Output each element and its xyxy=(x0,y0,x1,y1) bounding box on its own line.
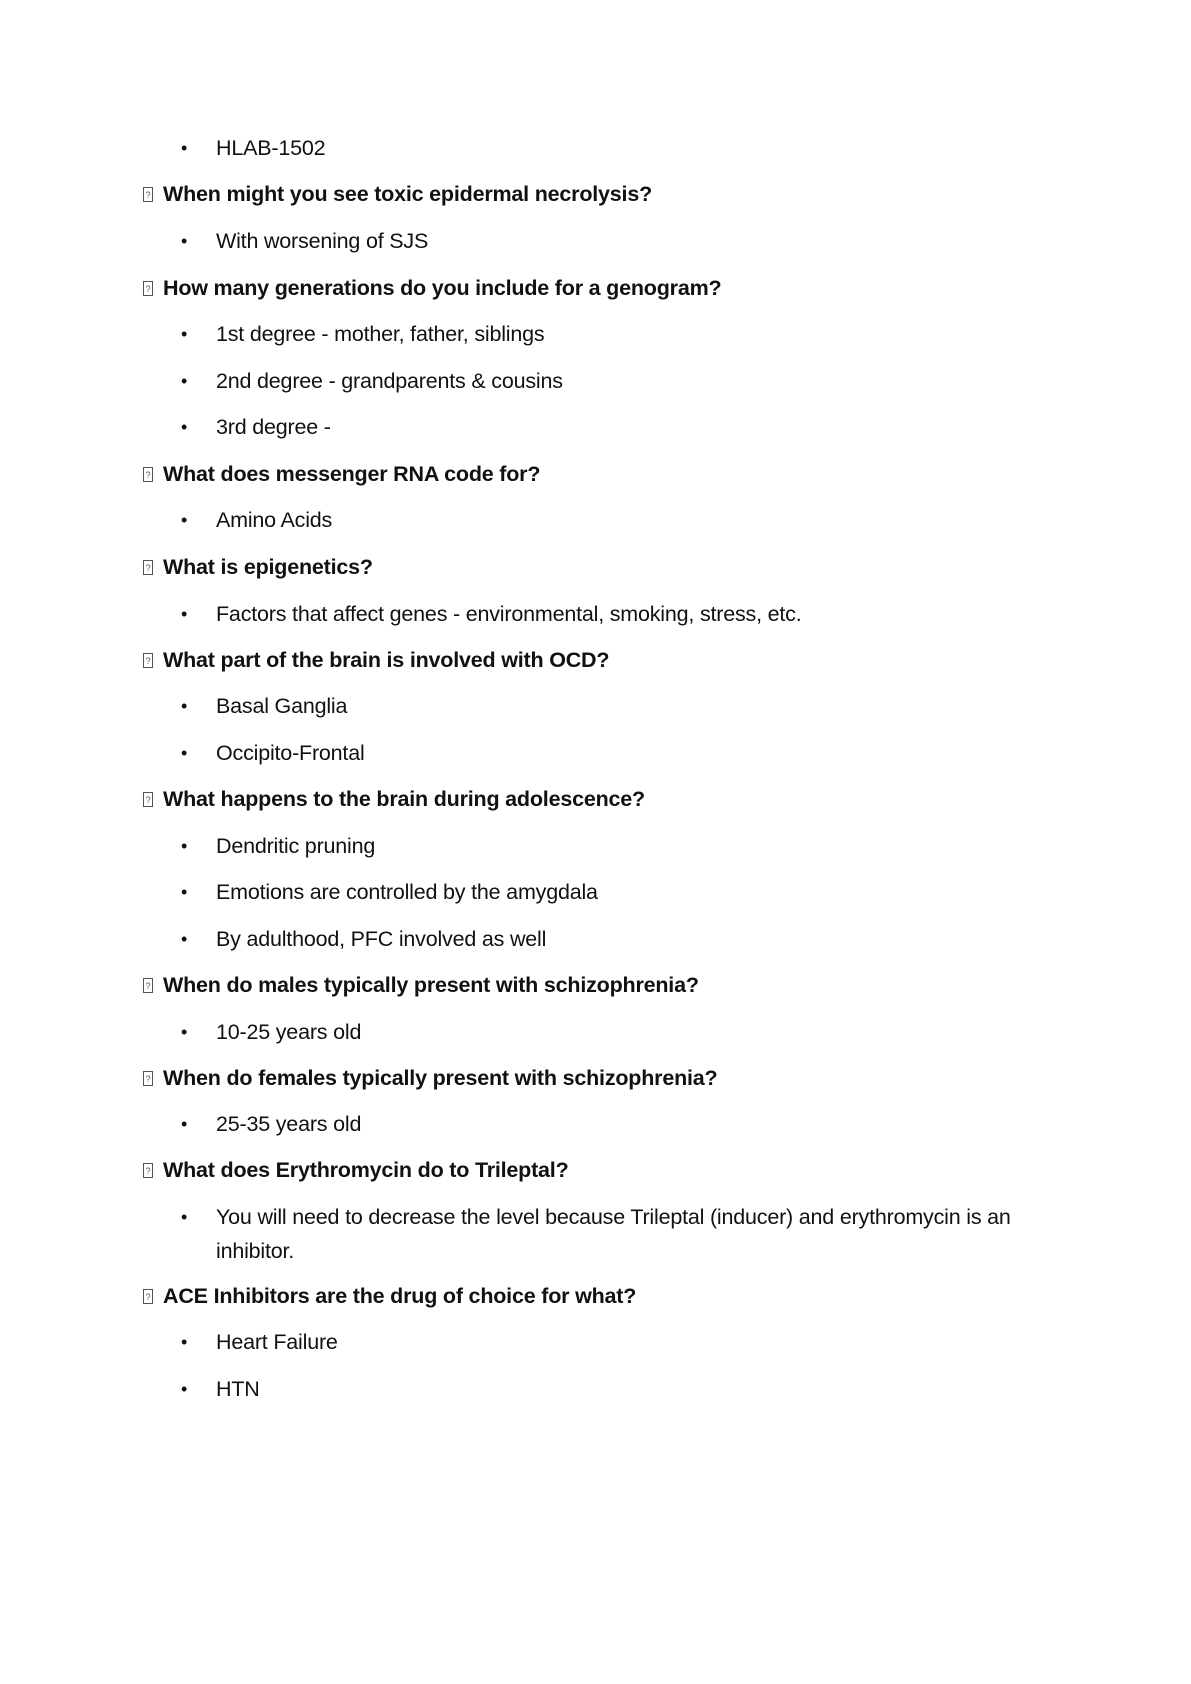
question-text: What is epigenetics? xyxy=(163,554,373,579)
question-text: How many generations do you include for a genogram? xyxy=(163,275,722,300)
bullet-icon: • xyxy=(181,1332,188,1352)
question-mark-icon: ? xyxy=(143,1163,153,1178)
answer-text: Factors that affect genes - environmental, smoking, stress, etc. xyxy=(216,602,802,626)
answer-bullet xyxy=(181,224,429,258)
question-text: When do females typically present with schizophrenia? xyxy=(163,1065,718,1090)
question-text: What part of the brain is involved with OCD? xyxy=(163,647,610,672)
question-mark-icon: ? xyxy=(143,187,153,202)
bullet-icon: • xyxy=(181,510,188,530)
question-mark-icon: ? xyxy=(143,560,153,575)
answer-bullet xyxy=(181,131,326,165)
question-heading xyxy=(143,647,609,673)
question-text: What does Erythromycin do to Trileptal? xyxy=(163,1157,569,1182)
bullet-icon: • xyxy=(181,929,188,949)
question-heading xyxy=(143,1065,718,1091)
question-heading xyxy=(143,275,721,301)
bullet-icon: • xyxy=(181,1207,188,1227)
question-mark-icon: ? xyxy=(143,792,153,807)
bullet-icon: • xyxy=(181,836,188,856)
answer-text: 10-25 years old xyxy=(216,1020,362,1044)
question-mark-icon: ? xyxy=(143,653,153,668)
answer-text: 25-35 years old xyxy=(216,1112,362,1136)
question-mark-icon: ? xyxy=(143,978,153,993)
bullet-icon: • xyxy=(181,138,188,158)
answer-text: 3rd degree - xyxy=(216,415,331,439)
bullet-icon: • xyxy=(181,371,188,391)
bullet-icon: • xyxy=(181,417,188,437)
answer-bullet xyxy=(181,503,333,537)
question-heading xyxy=(143,1283,636,1309)
answer-text: Heart Failure xyxy=(216,1330,338,1354)
answer-text: Emotions are controlled by the amygdala xyxy=(216,880,598,904)
question-text: When do males typically present with schizophrenia? xyxy=(163,972,699,997)
question-mark-icon: ? xyxy=(143,281,153,296)
answer-text: 1st degree - mother, father, siblings xyxy=(216,322,545,346)
bullet-icon: • xyxy=(181,743,188,763)
answer-bullet xyxy=(181,1107,362,1141)
answer-text: HTN xyxy=(216,1377,260,1401)
answer-text: 2nd degree - grandparents & cousins xyxy=(216,369,563,393)
answer-bullet xyxy=(181,1372,260,1406)
answer-text: By adulthood, PFC involved as well xyxy=(216,927,547,951)
bullet-icon: • xyxy=(181,696,188,716)
answer-bullet xyxy=(181,410,331,444)
bullet-icon: • xyxy=(181,604,188,624)
question-heading xyxy=(143,181,652,207)
question-text: When might you see toxic epidermal necrolysis? xyxy=(163,181,653,206)
bullet-icon: • xyxy=(181,1114,188,1134)
answer-bullet xyxy=(181,597,802,631)
answer-bullet xyxy=(181,1200,1046,1268)
question-heading xyxy=(143,786,645,812)
answer-bullet xyxy=(181,736,365,770)
bullet-icon: • xyxy=(181,324,188,344)
answer-text: Occipito-Frontal xyxy=(216,741,365,765)
answer-bullet xyxy=(181,364,563,398)
answer-text: HLAB-1502 xyxy=(216,136,326,160)
answer-bullet xyxy=(181,875,598,909)
answer-bullet xyxy=(181,922,547,956)
question-heading xyxy=(143,461,540,487)
question-text: What happens to the brain during adolescence? xyxy=(163,786,645,811)
answer-text: Amino Acids xyxy=(216,508,333,532)
question-text: ACE Inhibitors are the drug of choice for what? xyxy=(163,1283,637,1308)
question-heading xyxy=(143,1157,569,1183)
bullet-icon: • xyxy=(181,1022,188,1042)
question-heading xyxy=(143,554,373,580)
bullet-icon: • xyxy=(181,231,188,251)
bullet-icon: • xyxy=(181,882,188,902)
answer-bullet xyxy=(181,689,348,723)
question-mark-icon: ? xyxy=(143,1071,153,1086)
answer-text: Basal Ganglia xyxy=(216,694,348,718)
answer-text: You will need to decrease the level because Trileptal (inducer) and erythromycin is an inhibitor. xyxy=(216,1205,1011,1263)
question-mark-icon: ? xyxy=(143,1289,153,1304)
answer-bullet xyxy=(181,1325,338,1359)
question-text: What does messenger RNA code for? xyxy=(163,461,541,486)
answer-text: With worsening of SJS xyxy=(216,229,429,253)
answer-bullet xyxy=(181,317,545,351)
question-heading xyxy=(143,972,699,998)
answer-bullet xyxy=(181,1015,362,1049)
bullet-icon: • xyxy=(181,1379,188,1399)
question-mark-icon: ? xyxy=(143,467,153,482)
answer-bullet xyxy=(181,829,376,863)
answer-text: Dendritic pruning xyxy=(216,834,376,858)
